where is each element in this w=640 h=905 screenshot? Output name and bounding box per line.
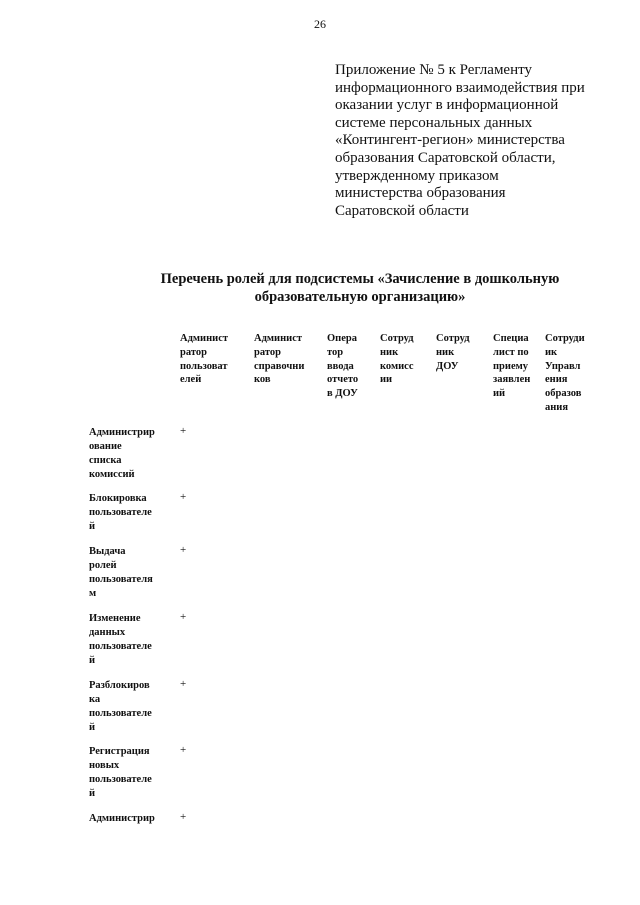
column-header-line: тор xyxy=(327,346,344,358)
column-header-line: лист по xyxy=(493,346,529,358)
permission-mark: + xyxy=(180,744,187,756)
column-header-line: Опера xyxy=(327,333,357,344)
row-label-line: пользователе xyxy=(89,774,152,785)
row-label xyxy=(89,426,155,482)
row-label xyxy=(89,745,152,801)
row-label-line: пользователя xyxy=(89,574,153,585)
row-label-line: Администрир xyxy=(89,813,155,824)
column-header-line: справочни xyxy=(254,360,305,372)
appendix-line: Приложение № 5 к Регламенту xyxy=(335,62,532,78)
row-label xyxy=(89,545,153,601)
document-title xyxy=(0,270,640,306)
column-header-line: отчето xyxy=(327,374,359,386)
column-header-line: Админист xyxy=(254,333,303,344)
row-label xyxy=(89,679,152,735)
column-header-line: приему xyxy=(493,360,529,372)
row-label-line: пользователе xyxy=(89,507,152,518)
column-header xyxy=(380,332,414,387)
column-header-line: образов xyxy=(545,388,582,400)
row-label-line: й xyxy=(89,788,96,799)
appendix-line: «Контингент-регион» министерства xyxy=(335,132,565,149)
row-label-line: Администрир xyxy=(89,427,155,438)
permission-mark: + xyxy=(180,491,187,503)
row-label-line: й xyxy=(89,655,96,666)
column-header-line: ратор xyxy=(180,346,207,358)
row-label xyxy=(89,612,152,668)
permission-mark: + xyxy=(180,611,187,623)
row-label-line: списка xyxy=(89,455,122,466)
appendix-line: образования Саратовской области, xyxy=(335,149,556,166)
row-label-line: й xyxy=(89,521,96,532)
column-header xyxy=(180,332,228,387)
title-line: Перечень ролей для подсистемы «Зачисление в дошкольную xyxy=(160,271,560,287)
row-label-line: Выдача xyxy=(89,546,126,557)
row-label-line: Разблокиров xyxy=(89,680,150,691)
appendix-line: оказании услуг в информационной xyxy=(335,97,559,114)
column-header-line: ик xyxy=(545,346,558,358)
column-header-line: ДОУ xyxy=(436,360,459,372)
permission-mark: + xyxy=(180,544,187,556)
column-header-line: Сотруд xyxy=(380,333,414,344)
column-header xyxy=(545,332,585,415)
column-header-line: Специа xyxy=(493,333,529,344)
column-header xyxy=(327,332,358,401)
column-header-line: ник xyxy=(436,346,455,358)
column-header-line: пользоват xyxy=(180,360,228,372)
column-header-line: ии xyxy=(380,374,393,386)
row-label-line: пользователе xyxy=(89,708,152,719)
row-label-line: новых xyxy=(89,760,120,771)
row-label-line: ование xyxy=(89,441,122,452)
column-header-line: заявлен xyxy=(493,374,531,386)
column-header-line: Управл xyxy=(545,360,581,372)
row-label-line: Изменение xyxy=(89,613,141,624)
column-header-line: Сотруди xyxy=(545,333,585,344)
column-header-line: Админист xyxy=(180,333,229,344)
row-label-line: комиссий xyxy=(89,469,135,480)
permission-mark: + xyxy=(180,425,187,437)
page-number: 26 xyxy=(314,17,326,31)
column-header-line: ения xyxy=(545,374,568,386)
appendix-line: министерства образования xyxy=(335,185,506,202)
column-header xyxy=(493,332,530,401)
column-header-line: ания xyxy=(545,401,569,413)
row-label-line: Блокировка xyxy=(89,493,147,504)
appendix-line: системе персональных данных xyxy=(335,114,533,131)
column-header-line: ратор xyxy=(254,346,281,358)
column-header-line: ввода xyxy=(327,360,354,372)
title-line: образовательную организацию» xyxy=(254,289,466,305)
column-header-line: ков xyxy=(254,374,271,386)
row-label-line: м xyxy=(89,588,97,599)
column-header-line: ий xyxy=(493,388,506,400)
permission-mark: + xyxy=(180,811,187,823)
row-label-line: й xyxy=(89,722,96,733)
row-label-line: ролей xyxy=(89,560,117,571)
column-header xyxy=(436,332,470,373)
column-header-line: комисс xyxy=(380,360,414,372)
row-label xyxy=(89,492,152,534)
column-header-line: елей xyxy=(180,374,202,386)
permission-mark: + xyxy=(180,678,187,690)
appendix-line: информационного взаимодействия при xyxy=(335,79,585,96)
row-label-line: ка xyxy=(89,694,101,705)
row-label-line: данных xyxy=(89,627,126,638)
appendix-line: Саратовской области xyxy=(335,202,469,219)
row-label-line: Регистрация xyxy=(89,746,150,757)
appendix-line: утвержденному приказом xyxy=(335,167,499,184)
row-label-line: пользователе xyxy=(89,641,152,652)
column-header xyxy=(254,332,304,387)
appendix-note xyxy=(335,62,605,220)
column-header-line: ник xyxy=(380,346,399,358)
row-label xyxy=(89,812,155,826)
column-header-line: Сотруд xyxy=(436,333,470,344)
column-header-line: в ДОУ xyxy=(327,388,358,400)
